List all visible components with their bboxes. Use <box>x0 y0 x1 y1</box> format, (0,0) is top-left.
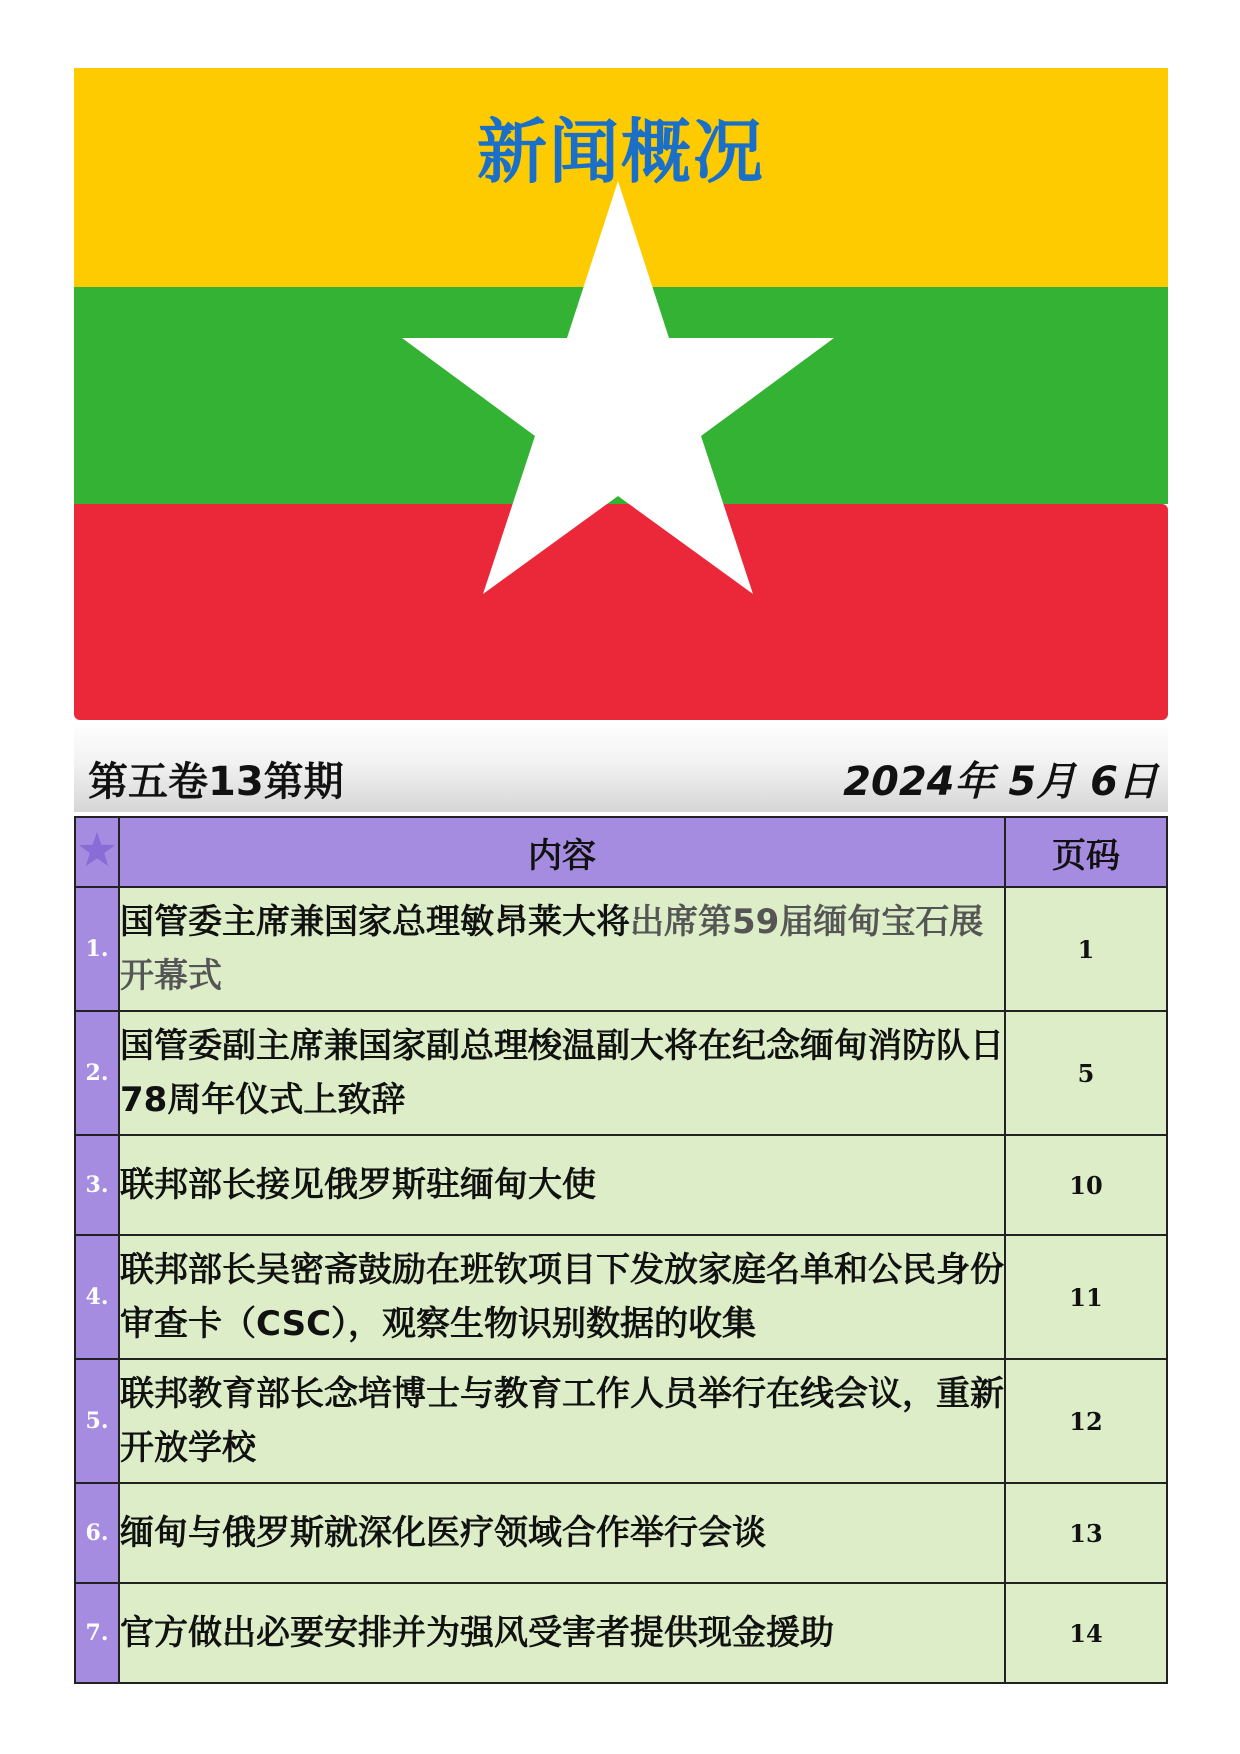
toc-item-title[interactable] <box>119 887 1005 1011</box>
star-icon <box>78 831 116 869</box>
toc-item-number: 7. <box>75 1583 119 1683</box>
toc-row <box>75 887 1167 1011</box>
toc-row <box>75 1483 1167 1583</box>
toc-row <box>75 1011 1167 1135</box>
toc-item-title-main: 国管委主席兼国家总理敏昂莱大将 <box>120 902 630 942</box>
toc-row <box>75 1583 1167 1683</box>
toc-header-title: 内容 <box>119 817 1005 887</box>
toc-header-row <box>75 817 1167 887</box>
toc-item-page: 13 <box>1005 1483 1167 1583</box>
toc-item-title-tail: 出席第59届缅甸宝石展开幕式 <box>120 902 984 996</box>
toc-item-number: 3. <box>75 1135 119 1235</box>
toc-item-number: 1. <box>75 887 119 1011</box>
toc-item-title[interactable]: 联邦部长吴密斋鼓励在班钦项目下发放家庭名单和公民身份审查卡（CSC），观察生物识别数据的收集 <box>119 1235 1005 1359</box>
toc-item-number: 6. <box>75 1483 119 1583</box>
toc-item-title[interactable]: 联邦教育部长念培博士与教育工作人员举行在线会议，重新开放学校 <box>119 1359 1005 1483</box>
issue-date: 2024年 5月 6日 <box>843 759 1158 805</box>
table-of-contents <box>74 816 1168 1684</box>
toc-item-page: 11 <box>1005 1235 1167 1359</box>
myanmar-flag <box>74 68 1168 720</box>
issue-bar <box>74 722 1168 812</box>
toc-item-number: 5. <box>75 1359 119 1483</box>
toc-header-icon-cell <box>75 817 119 887</box>
toc-header-page: 页码 <box>1005 817 1167 887</box>
toc-row <box>75 1135 1167 1235</box>
newsletter-title: 新闻概况 <box>477 111 765 193</box>
toc-item-page: 12 <box>1005 1359 1167 1483</box>
issue-volume: 第五卷13第期 <box>88 759 344 805</box>
toc-item-number: 4. <box>75 1235 119 1359</box>
toc-item-number: 2. <box>75 1011 119 1135</box>
toc-item-page: 5 <box>1005 1011 1167 1135</box>
toc-item-title[interactable]: 官方做出必要安排并为强风受害者提供现金援助 <box>119 1583 1005 1683</box>
toc-item-page: 10 <box>1005 1135 1167 1235</box>
toc-item-title[interactable]: 国管委副主席兼国家副总理梭温副大将在纪念缅甸消防队日78周年仪式上致辞 <box>119 1011 1005 1135</box>
toc-item-page: 14 <box>1005 1583 1167 1683</box>
toc-row <box>75 1235 1167 1359</box>
toc-row <box>75 1359 1167 1483</box>
toc-item-title[interactable]: 缅甸与俄罗斯就深化医疗领域合作举行会谈 <box>119 1483 1005 1583</box>
toc-item-page: 1 <box>1005 887 1167 1011</box>
toc-item-title[interactable]: 联邦部长接见俄罗斯驻缅甸大使 <box>119 1135 1005 1235</box>
